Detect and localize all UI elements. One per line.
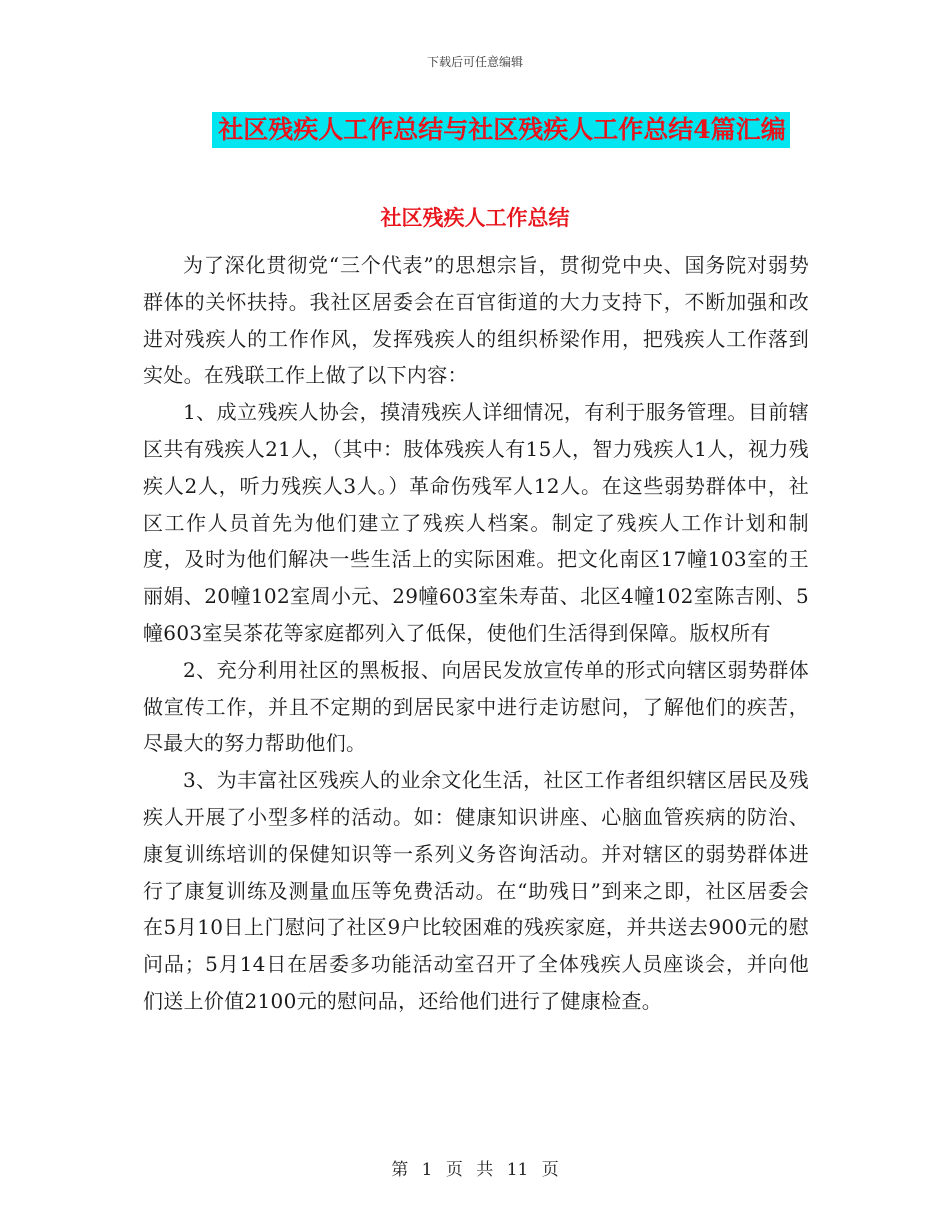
section-title: 社区残疾人工作总结 [380, 205, 570, 230]
page-header-note: 下载后可任意编辑 [426, 55, 523, 69]
page-number-footer: 第 1 页 共 11 页 [391, 1160, 559, 1180]
document-title-container [0, 112, 950, 148]
paragraph-item-2: 2、充分利用社区的黑板报、向居民发放宣传单的形式向辖区弱势群体做宣传工作，并且不定期的到居民家中进行走访慰问，了解他们的疾苦，尽最大的努力帮助他们。 [143, 657, 809, 756]
paragraph-item-1: 1、成立残疾人协会，摸清残疾人详细情况，有利于服务管理。目前辖区共有残疾人21人，（其中：肢体残疾人有15人，智力残疾人1人，视力残疾人2人，听力残疾人3人。）革命伤残军人12人。在这些弱势群体中，社区工作人员首先为他们建立了残疾人档案。制定了残疾人工作计划和制度，及时为他们解决一些生活上的实际困难。把文化南区17幢103室的王丽娟、20幢102室周小元、29幢603室朱寿苗、北区4幢102室陈吉刚、5幢603室吴茶花等家庭都列入了低保，使他们生活得到保障。版权所有 [143, 400, 809, 645]
document-body [143, 247, 809, 1020]
paragraph-item-3: 3、为丰富社区残疾人的业余文化生活，社区工作者组织辖区居民及残疾人开展了小型多样的活动。如：健康知识讲座、心脑血管疾病的防治、康复训练培训的保健知识等一系列义务咨询活动。并对辖区的弱势群体进行了康复训练及测量血压等免费活动。在“助残日”到来之即，社区居委会在5月10日上门慰问了社区9户比较困难的残疾家庭，并共送去900元的慰问品；5月14日在居委多功能活动室召开了全体残疾人员座谈会，并向他们送上价值2100元的慰问品，还给他们进行了健康检查。 [143, 768, 809, 1013]
paragraph-intro: 为了深化贯彻党“三个代表”的思想宗旨，贯彻党中央、国务院对弱势群体的关怀扶持。我社区居委会在百官街道的大力支持下，不断加强和改进对残疾人的工作作风，发挥残疾人的组织桥梁作用，把残疾人工作落到实处。在残联工作上做了以下内容： [143, 253, 809, 388]
document-title: 社区残疾人工作总结与社区残疾人工作总结4篇汇编 [212, 112, 789, 148]
